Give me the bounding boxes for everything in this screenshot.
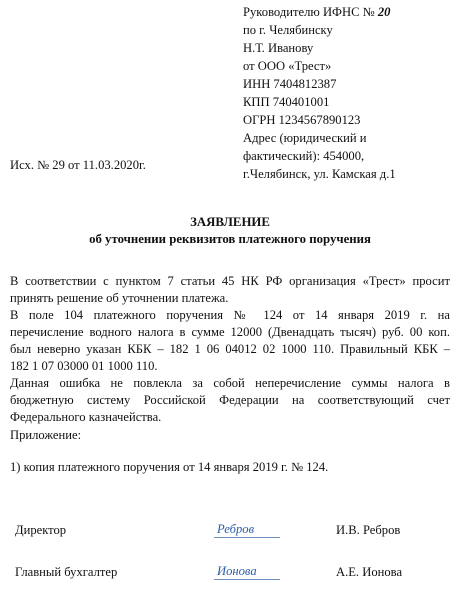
recipient-head [243, 3, 390, 21]
sender-company: от ООО «Трест» [243, 59, 332, 73]
director-name: И.В. Ребров [336, 523, 401, 537]
sender-kpp: КПП 740401001 [243, 95, 330, 109]
body-paragraph-2-line-3: был неверно указан КБК – 182 1 06 04012 02 1000 110. Правильный КБК – [10, 342, 450, 356]
body-paragraph-2-line-2: перечисление водного налога в сумме 12000 (Двенадцать тысяч) руб. 00 коп. [10, 325, 450, 339]
sender-address-street: г.Челябинск, ул. Камская д.1 [243, 167, 396, 181]
accountant-signature: Ионова [214, 563, 280, 580]
body-paragraph-3-line-2: бюджетную систему Российской Федерации на соответствующий счет [10, 393, 450, 407]
director-signature: Ребров [214, 521, 280, 538]
attachment-item: 1) копия платежного поручения от 14 января 2019 г. № 124. [10, 460, 329, 474]
accountant-name: А.Е. Ионова [336, 565, 403, 579]
sender-ogrn: ОГРН 1234567890123 [243, 113, 361, 127]
recipient-city: по г. Челябинску [243, 23, 333, 37]
accountant-title: Главный бухгалтер [15, 565, 118, 579]
body-paragraph-1-line-2: принять решение об уточнении платежа. [10, 291, 229, 305]
attachment-heading: Приложение: [10, 428, 82, 442]
sender-address-label: Адрес (юридический и [243, 131, 367, 145]
body-paragraph-2-line-4: 182 1 07 03000 01 1000 110. [10, 359, 158, 373]
body-paragraph-1-line-1: В соответствии с пунктом 7 статьи 45 НК РФ организация «Трест» просит [10, 274, 450, 288]
document-subtitle: об уточнении реквизитов платежного поручения [89, 232, 371, 246]
recipient-name: Н.Т. Иванову [243, 41, 314, 55]
outgoing-number: Исх. № 29 от 11.03.2020г. [10, 158, 146, 172]
recipient-head-prefix: Руководителю ИФНС № [243, 5, 378, 19]
body-paragraph-3-line-1: Данная ошибка не повлекла за собой неперечисление суммы налога в [10, 376, 450, 390]
sender-address-postal: фактический): 454000, [243, 149, 365, 163]
director-title: Директор [15, 523, 67, 537]
sender-inn: ИНН 7404812387 [243, 77, 337, 91]
ifns-number: 20 [377, 5, 391, 19]
body-paragraph-2-line-1: В поле 104 платежного поручения № 124 от 14 января 2019 г. на [10, 308, 450, 322]
document-title: ЗАЯВЛЕНИЕ [190, 215, 270, 229]
body-paragraph-3-line-3: Федерального казначейства. [10, 410, 162, 424]
